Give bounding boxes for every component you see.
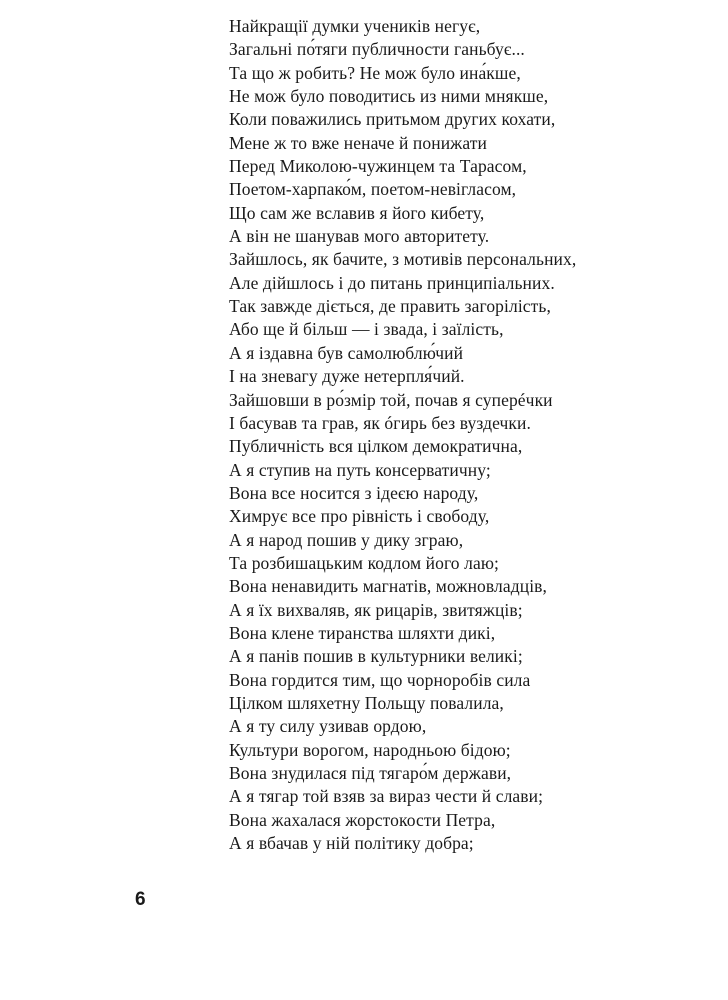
verse-line: А я вбачав у ній політику добра; [229,833,474,854]
verse-line: Зайшовши в ро́змір той, почав я суперéчки [229,389,553,410]
verse-line: Вона все носится з ідеєю народу, [229,482,479,503]
verse-line: Найкращії думки учеників негує, [229,16,481,36]
verse-line: Публичність вся цілком демократична, [229,436,523,457]
verse-line: А я ту силу узивав ордою, [229,716,427,737]
verse-line: І басував та грав, як óгирь без вуздечки. [229,412,531,433]
verse-line: Загальні по́тяги публичности ганьбує... [229,39,525,60]
verse-line: А я їх вихваляв, як рицарів, звитяжців; [229,599,523,620]
verse-line: А він не шанував мого авторитету. [229,226,490,247]
page-number: 6 [135,889,146,910]
verse-line: А я іздавна був самолюблю́чий [229,342,464,363]
verse-line: Вона ненавидить магнатів, можновладців, [229,576,547,597]
verse-line: А я тягар той взяв за вираз чести й слави; [229,786,544,807]
verse-line: Мене ж то вже неначе й понижати [229,132,487,153]
verse-line: Або ще й більш — і звада, і заїлість, [229,319,504,340]
verse-line: Химрує все про рівність і свободу, [229,506,490,527]
verse-line: Цілком шляхетну Польщу повалила, [229,692,504,713]
verse-line: Та що ж робить? Не мож було ина́кше, [229,62,521,83]
verse-line: Не мож було поводитись из ними мнякше, [229,86,549,107]
verse-line: Але дійшлось і до питань принципіальних. [229,272,555,293]
verse-line: А я народ пошив у дику зграю, [229,529,464,550]
verse-line: Що сам же вславив я його кибету, [229,202,485,223]
verse-line: Вона гордится тим, що чорноробів сила [229,669,531,690]
verse-line: Культури ворогом, народньою бідою; [229,739,511,760]
verse-line: А я ступив на путь консерватичну; [229,459,491,480]
verse-line: Вона знудилася під тягаро́м держави, [229,763,512,783]
verse-line: А я панів пошив в культурники великі; [229,646,523,667]
verse-line: Поетом-харпако́м, поетом-невігласом, [229,179,517,200]
verse-line: Коли поважились притьмом других кохати, [229,109,556,130]
verse-line: І на зневагу дуже нетерпля́чий. [229,366,465,387]
verse-line: Перед Миколою-чужинцем та Тарасом, [229,156,527,177]
verse-line: Вона клене тиранства шляхти дикі, [229,622,496,643]
verse-line: Та розбишацьким кодлом його лаю; [229,552,499,573]
verse-line: Зайшлось, як бачите, з мотивів персональних, [229,249,577,270]
poem-text [229,15,689,855]
verse-line: Так завжде діється, де править загорілість, [229,296,551,317]
verse-line: Вона жахалася жорстокости Петра, [229,809,496,830]
